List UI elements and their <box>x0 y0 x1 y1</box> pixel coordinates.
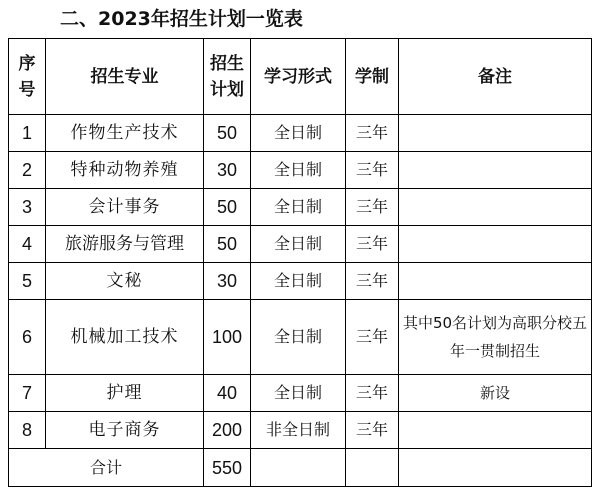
cell-duration: 三年 <box>346 375 399 412</box>
cell-form: 全日制 <box>251 300 346 375</box>
cell-total-form <box>251 449 346 487</box>
cell-duration: 三年 <box>346 412 399 449</box>
cell-plan: 50 <box>204 226 251 263</box>
cell-duration: 三年 <box>346 115 399 152</box>
cell-seq: 7 <box>9 375 46 412</box>
cell-plan: 100 <box>204 300 251 375</box>
header-form: 学习形式 <box>251 39 346 115</box>
cell-major: 旅游服务与管理 <box>46 226 204 263</box>
cell-total-plan: 550 <box>204 449 251 487</box>
cell-seq: 8 <box>9 412 46 449</box>
cell-plan: 200 <box>204 412 251 449</box>
cell-duration: 三年 <box>346 263 399 300</box>
cell-major: 电子商务 <box>46 412 204 449</box>
cell-major: 机械加工技术 <box>46 300 204 375</box>
cell-major: 特种动物养殖 <box>46 152 204 189</box>
cell-plan: 50 <box>204 189 251 226</box>
table-row <box>9 375 592 412</box>
cell-form: 全日制 <box>251 115 346 152</box>
cell-remark <box>399 152 592 189</box>
cell-remark: 其中50名计划为高职分校五年一贯制招生 <box>399 300 592 375</box>
header-remark: 备注 <box>399 39 592 115</box>
cell-remark <box>399 115 592 152</box>
cell-remark: 新设 <box>399 375 592 412</box>
cell-duration: 三年 <box>346 152 399 189</box>
header-seq: 序 号 <box>9 39 46 115</box>
cell-seq: 6 <box>9 300 46 375</box>
cell-form: 非全日制 <box>251 412 346 449</box>
header-plan: 招生 计划 <box>204 39 251 115</box>
cell-total-remark <box>399 449 592 487</box>
table-header-row <box>9 39 592 115</box>
cell-remark <box>399 226 592 263</box>
cell-major: 会计事务 <box>46 189 204 226</box>
cell-form: 全日制 <box>251 226 346 263</box>
table-row <box>9 152 592 189</box>
cell-plan: 30 <box>204 263 251 300</box>
table-row <box>9 189 592 226</box>
cell-form: 全日制 <box>251 263 346 300</box>
cell-form: 全日制 <box>251 152 346 189</box>
cell-total-duration <box>346 449 399 487</box>
cell-major: 作物生产技术 <box>46 115 204 152</box>
header-duration: 学制 <box>346 39 399 115</box>
table-total-row <box>9 449 592 487</box>
table-row <box>9 115 592 152</box>
cell-seq: 2 <box>9 152 46 189</box>
cell-seq: 1 <box>9 115 46 152</box>
cell-seq: 4 <box>9 226 46 263</box>
cell-plan: 40 <box>204 375 251 412</box>
header-major: 招生专业 <box>46 39 204 115</box>
page-title: 二、2023年招生计划一览表 <box>60 8 303 30</box>
cell-duration: 三年 <box>346 226 399 263</box>
cell-duration: 三年 <box>346 300 399 375</box>
cell-seq: 5 <box>9 263 46 300</box>
cell-remark <box>399 263 592 300</box>
cell-major: 文秘 <box>46 263 204 300</box>
cell-form: 全日制 <box>251 189 346 226</box>
cell-remark <box>399 189 592 226</box>
cell-remark <box>399 412 592 449</box>
table-row <box>9 263 592 300</box>
cell-plan: 50 <box>204 115 251 152</box>
cell-plan: 30 <box>204 152 251 189</box>
table-row <box>9 226 592 263</box>
cell-major: 护理 <box>46 375 204 412</box>
cell-total-label: 合计 <box>9 449 204 487</box>
cell-form: 全日制 <box>251 375 346 412</box>
table-row <box>9 412 592 449</box>
cell-duration: 三年 <box>346 189 399 226</box>
cell-seq: 3 <box>9 189 46 226</box>
table-row <box>9 300 592 375</box>
enrollment-plan-table <box>8 38 592 487</box>
